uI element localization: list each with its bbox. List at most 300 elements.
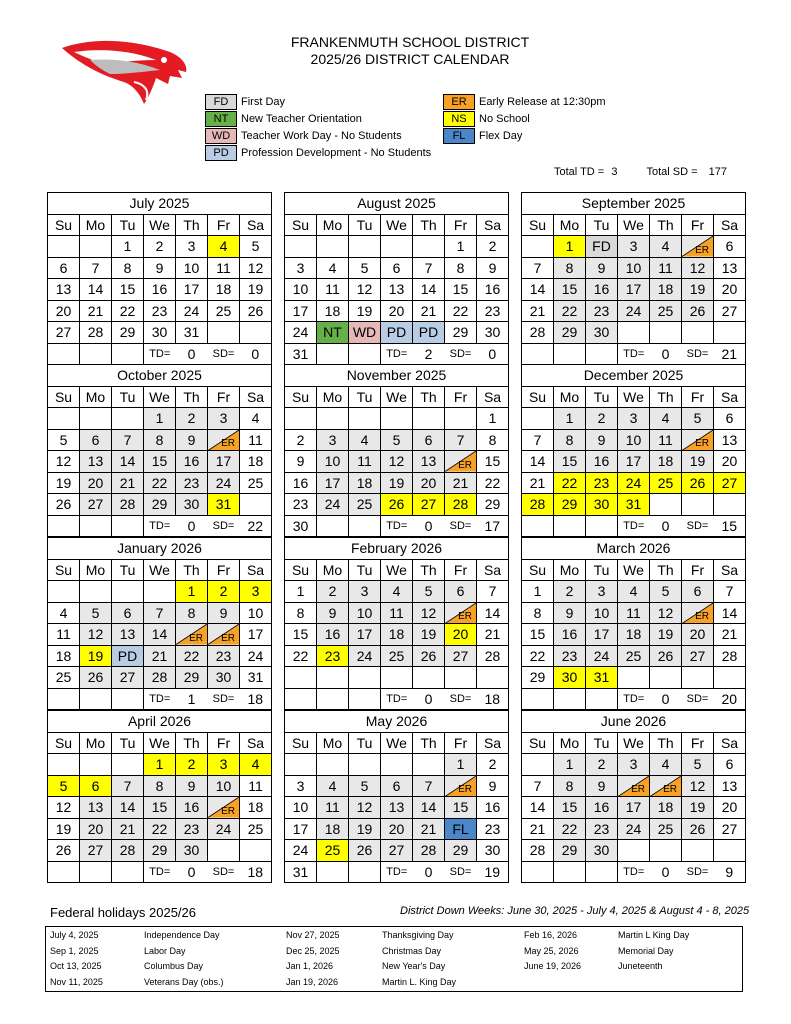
day-cell: 8 <box>445 257 477 279</box>
empty-day <box>112 861 144 883</box>
day-cell: 13 <box>112 624 144 646</box>
day-cell: 11 <box>208 257 240 279</box>
day-cell: 15 <box>144 797 176 819</box>
weekday-header: We <box>381 732 413 754</box>
day-cell: 12 <box>413 602 445 624</box>
month-january-2026 <box>47 537 272 710</box>
day-cell: 31 <box>618 494 650 516</box>
month-title: December 2025 <box>522 365 746 387</box>
day-cell: 6 <box>381 775 413 797</box>
day-cell: 24 <box>618 300 650 322</box>
weekday-header: Su <box>285 386 317 408</box>
weekday-header: Su <box>522 214 554 236</box>
day-cell: 26 <box>381 494 413 516</box>
early-release-marker <box>682 236 713 257</box>
weekday-header: Su <box>285 559 317 581</box>
day-cell: 11 <box>317 797 349 819</box>
empty-day <box>349 236 381 258</box>
day-cell: 9 <box>317 602 349 624</box>
weekday-header: Sa <box>477 559 509 581</box>
day-cell: 1 <box>112 236 144 258</box>
day-cell: 18 <box>317 818 349 840</box>
day-cell: 11 <box>618 602 650 624</box>
day-cell: 23 <box>176 472 208 494</box>
td-value: 1 <box>176 688 208 710</box>
day-cell: 19 <box>80 645 112 667</box>
day-cell: 29 <box>522 667 554 689</box>
legend-swatch-pd: PD <box>205 145 237 161</box>
early-release-label: ER <box>663 784 677 795</box>
holiday-name: New Year's Day <box>382 961 446 971</box>
day-cell: 21 <box>522 300 554 322</box>
page-title <box>240 34 580 68</box>
day-cell: 19 <box>381 472 413 494</box>
legend-swatch-fd: FD <box>205 94 237 110</box>
sd-value: 9 <box>714 861 746 883</box>
weekday-header: We <box>618 386 650 408</box>
weekday-header: Tu <box>112 732 144 754</box>
day-cell: 18 <box>381 624 413 646</box>
day-cell: 25 <box>618 645 650 667</box>
day-cell: 3 <box>285 257 317 279</box>
day-cell: 25 <box>650 472 682 494</box>
day-cell: 24 <box>285 322 317 344</box>
early-release-marker <box>650 776 681 797</box>
day-cell: 3 <box>586 581 618 603</box>
day-cell: 21 <box>477 624 509 646</box>
empty-day <box>48 861 80 883</box>
day-cell: WD <box>349 322 381 344</box>
day-cell <box>682 602 714 624</box>
weekday-header: Fr <box>208 732 240 754</box>
day-cell: 19 <box>48 472 80 494</box>
weekday-header: Mo <box>317 559 349 581</box>
day-cell: 14 <box>80 279 112 301</box>
day-cell: 2 <box>144 236 176 258</box>
day-cell: 11 <box>240 775 272 797</box>
weekday-header: We <box>381 559 413 581</box>
day-cell: 19 <box>413 624 445 646</box>
day-cell: 10 <box>618 257 650 279</box>
day-cell: 5 <box>349 775 381 797</box>
day-cell: 2 <box>317 581 349 603</box>
day-cell: 28 <box>112 840 144 862</box>
weekday-header: Tu <box>349 386 381 408</box>
day-cell: 3 <box>285 775 317 797</box>
day-cell: 1 <box>554 236 586 258</box>
sd-label: SD= <box>682 343 714 365</box>
day-cell: 22 <box>554 472 586 494</box>
day-cell: 7 <box>144 602 176 624</box>
td-value: 0 <box>176 861 208 883</box>
day-cell: 25 <box>650 818 682 840</box>
day-cell: 24 <box>317 494 349 516</box>
day-cell: 1 <box>176 581 208 603</box>
day-cell: 23 <box>285 494 317 516</box>
day-cell: 17 <box>618 279 650 301</box>
td-value: 0 <box>650 515 682 537</box>
day-cell: 12 <box>80 624 112 646</box>
empty-day <box>522 688 554 710</box>
day-cell: 6 <box>112 602 144 624</box>
empty-day <box>349 515 381 537</box>
sd-value: 18 <box>240 861 272 883</box>
day-cell: 26 <box>240 300 272 322</box>
total-td-label: Total TD = <box>554 166 605 178</box>
day-cell: 23 <box>554 645 586 667</box>
day-cell: 21 <box>80 300 112 322</box>
day-cell: 21 <box>413 300 445 322</box>
day-cell: 14 <box>522 279 554 301</box>
day-cell: 21 <box>445 472 477 494</box>
day-cell: 13 <box>413 451 445 473</box>
day-cell: 20 <box>714 279 746 301</box>
day-cell: 18 <box>618 624 650 646</box>
day-cell: 8 <box>554 429 586 451</box>
day-cell: 29 <box>554 322 586 344</box>
empty-day <box>48 408 80 430</box>
day-cell: 16 <box>285 472 317 494</box>
td-label: TD= <box>144 688 176 710</box>
day-cell: 29 <box>144 840 176 862</box>
day-cell: 6 <box>413 429 445 451</box>
early-release-marker <box>682 603 713 624</box>
day-cell: 9 <box>208 602 240 624</box>
early-release-label: ER <box>458 459 472 471</box>
day-cell <box>176 624 208 646</box>
weekday-header: We <box>618 559 650 581</box>
empty-day <box>317 236 349 258</box>
empty-day <box>381 236 413 258</box>
day-cell: 11 <box>650 429 682 451</box>
day-cell: 31 <box>208 494 240 516</box>
weekday-header: We <box>144 559 176 581</box>
day-cell: 4 <box>240 408 272 430</box>
federal-holidays-table <box>45 926 743 992</box>
empty-day <box>413 667 445 689</box>
day-cell: 7 <box>413 775 445 797</box>
empty-day <box>80 343 112 365</box>
empty-day <box>349 408 381 430</box>
weekday-header: Th <box>650 386 682 408</box>
day-cell: 29 <box>176 667 208 689</box>
empty-day <box>208 322 240 344</box>
day-cell: 2 <box>554 581 586 603</box>
weekday-header: Fr <box>445 386 477 408</box>
day-cell: 21 <box>714 624 746 646</box>
day-cell: 17 <box>285 818 317 840</box>
day-cell: 8 <box>176 602 208 624</box>
legend-item-nt <box>205 111 362 127</box>
empty-day <box>522 236 554 258</box>
sd-label: SD= <box>682 515 714 537</box>
weekday-header: Mo <box>80 386 112 408</box>
weekday-header: Tu <box>586 559 618 581</box>
empty-day <box>48 236 80 258</box>
day-cell: 21 <box>144 645 176 667</box>
day-cell: 11 <box>48 624 80 646</box>
weekday-header: Mo <box>80 732 112 754</box>
empty-day <box>618 322 650 344</box>
day-cell: 12 <box>650 602 682 624</box>
empty-day <box>413 408 445 430</box>
empty-day <box>285 754 317 776</box>
day-cell: 5 <box>413 581 445 603</box>
day-cell: 24 <box>208 818 240 840</box>
day-cell: 13 <box>80 451 112 473</box>
day-cell: 9 <box>554 602 586 624</box>
day-cell: 13 <box>714 429 746 451</box>
empty-day <box>682 494 714 516</box>
day-cell: 3 <box>618 236 650 258</box>
day-cell: 21 <box>522 818 554 840</box>
sd-value: 18 <box>240 688 272 710</box>
empty-day <box>112 408 144 430</box>
day-cell: 12 <box>48 451 80 473</box>
day-cell: 3 <box>618 408 650 430</box>
early-release-label: ER <box>631 784 645 795</box>
td-label: TD= <box>144 515 176 537</box>
empty-day <box>349 343 381 365</box>
day-cell: 27 <box>80 840 112 862</box>
empty-day <box>112 515 144 537</box>
td-value: 0 <box>413 688 445 710</box>
empty-day <box>240 322 272 344</box>
day-cell: 10 <box>176 257 208 279</box>
legend-label: Early Release at 12:30pm <box>479 96 606 108</box>
legend-item-wd <box>205 128 402 144</box>
month-title: March 2026 <box>522 538 746 560</box>
total-sd-value: 177 <box>708 166 727 178</box>
day-cell: 20 <box>80 818 112 840</box>
day-cell: 4 <box>317 775 349 797</box>
weekday-header: Fr <box>682 559 714 581</box>
day-cell: 26 <box>48 840 80 862</box>
day-cell: 21 <box>413 818 445 840</box>
day-cell: 1 <box>554 408 586 430</box>
day-cell: 4 <box>48 602 80 624</box>
td-label: TD= <box>144 343 176 365</box>
month-may-2026 <box>284 710 509 883</box>
day-cell: 7 <box>522 257 554 279</box>
day-cell: PD <box>413 322 445 344</box>
td-label: TD= <box>618 343 650 365</box>
month-april-2026 <box>47 710 272 883</box>
empty-day <box>381 754 413 776</box>
early-release-label: ER <box>695 611 709 622</box>
total-sd-label: Total SD = <box>646 166 698 178</box>
day-cell: 14 <box>144 624 176 646</box>
early-release-marker <box>208 624 239 645</box>
weekday-header: Su <box>285 732 317 754</box>
weekday-header: Tu <box>349 732 381 754</box>
early-release-marker <box>208 797 239 818</box>
day-cell: 30 <box>477 840 509 862</box>
day-cell: 3 <box>208 408 240 430</box>
day-cell: 13 <box>80 797 112 819</box>
day-cell: 15 <box>112 279 144 301</box>
day-cell: 30 <box>586 322 618 344</box>
day-cell: 4 <box>381 581 413 603</box>
day-cell: 30 <box>586 494 618 516</box>
td-value: 0 <box>413 861 445 883</box>
day-cell: 12 <box>349 279 381 301</box>
day-cell: 24 <box>349 645 381 667</box>
empty-day <box>650 494 682 516</box>
day-cell: 26 <box>682 818 714 840</box>
day-cell: 30 <box>477 322 509 344</box>
day-cell: 18 <box>650 797 682 819</box>
day-cell: 2 <box>208 581 240 603</box>
legend-swatch-er: ER <box>443 94 475 110</box>
day-cell: 28 <box>714 645 746 667</box>
empty-day <box>381 408 413 430</box>
day-cell: 19 <box>349 818 381 840</box>
day-cell: 28 <box>522 494 554 516</box>
day-cell: 24 <box>208 472 240 494</box>
weekday-header: Th <box>413 732 445 754</box>
empty-day <box>48 754 80 776</box>
weekday-header: Mo <box>317 732 349 754</box>
day-cell: 7 <box>714 581 746 603</box>
day-cell: 4 <box>650 236 682 258</box>
weekday-header: Tu <box>586 386 618 408</box>
month-july-2025 <box>47 192 272 365</box>
empty-day <box>554 688 586 710</box>
weekday-header: We <box>618 732 650 754</box>
empty-day <box>317 754 349 776</box>
day-cell: 23 <box>586 300 618 322</box>
day-cell: 18 <box>650 451 682 473</box>
day-cell: 24 <box>618 818 650 840</box>
td-value: 0 <box>176 343 208 365</box>
totals <box>554 166 727 178</box>
weekday-header: Sa <box>477 214 509 236</box>
td-label: TD= <box>381 515 413 537</box>
holiday-name: Veterans Day (obs.) <box>144 976 224 987</box>
month-title: August 2025 <box>285 193 509 215</box>
empty-day <box>285 688 317 710</box>
day-cell: 15 <box>445 797 477 819</box>
empty-day <box>112 688 144 710</box>
holiday-date: July 4, 2025 <box>50 930 99 940</box>
day-cell: 9 <box>477 257 509 279</box>
holiday-date: Feb 16, 2026 <box>524 930 578 940</box>
day-cell: 16 <box>586 451 618 473</box>
sd-value: 0 <box>477 343 509 365</box>
weekday-header: Su <box>285 214 317 236</box>
day-cell: 15 <box>285 624 317 646</box>
empty-day <box>285 408 317 430</box>
day-cell: 23 <box>477 300 509 322</box>
legend-swatch-fl: FL <box>443 128 475 144</box>
day-cell: 29 <box>112 322 144 344</box>
legend-label: New Teacher Orientation <box>241 113 362 125</box>
total-td-value: 3 <box>611 166 618 178</box>
holiday-name: Juneteenth <box>618 961 663 971</box>
empty-day <box>317 861 349 883</box>
day-cell: 6 <box>682 581 714 603</box>
day-cell: 20 <box>714 797 746 819</box>
day-cell: 27 <box>413 494 445 516</box>
legend-item-er <box>443 94 606 110</box>
day-cell: 25 <box>240 472 272 494</box>
day-cell: 23 <box>317 645 349 667</box>
empty-day <box>618 667 650 689</box>
day-cell: 25 <box>208 300 240 322</box>
day-cell: 17 <box>618 451 650 473</box>
weekday-header: Sa <box>714 732 746 754</box>
holiday-date: June 19, 2026 <box>524 961 582 971</box>
day-cell: 6 <box>48 257 80 279</box>
day-cell: 5 <box>48 429 80 451</box>
month-december-2025 <box>521 364 746 537</box>
weekday-header: Tu <box>586 214 618 236</box>
day-cell: 2 <box>176 408 208 430</box>
day-cell: 22 <box>554 818 586 840</box>
day-cell: NT <box>317 322 349 344</box>
weekday-header: Mo <box>554 559 586 581</box>
day-cell: 28 <box>80 322 112 344</box>
day-cell: 27 <box>714 300 746 322</box>
day-cell: 29 <box>477 494 509 516</box>
day-cell: 2 <box>176 754 208 776</box>
day-cell: 24 <box>240 645 272 667</box>
weekday-header: We <box>144 386 176 408</box>
day-cell: 31 <box>240 667 272 689</box>
day-cell: 17 <box>176 279 208 301</box>
holiday-date: Sep 1, 2025 <box>50 945 99 956</box>
empty-day <box>317 667 349 689</box>
district-name: FRANKENMUTH SCHOOL DISTRICT <box>290 34 530 50</box>
holiday-name: Columbus Day <box>144 961 204 971</box>
early-release-label: ER <box>458 611 472 622</box>
empty-day <box>650 322 682 344</box>
weekday-header: Sa <box>714 559 746 581</box>
day-cell: 8 <box>477 429 509 451</box>
sd-label: SD= <box>682 688 714 710</box>
day-cell: 16 <box>144 279 176 301</box>
holiday-date: Nov 27, 2025 <box>286 930 340 940</box>
weekday-header: Mo <box>80 559 112 581</box>
empty-day <box>48 515 80 537</box>
day-cell: 17 <box>240 624 272 646</box>
day-cell: 26 <box>413 645 445 667</box>
sd-label: SD= <box>445 861 477 883</box>
month-title: October 2025 <box>48 365 272 387</box>
day-cell: 10 <box>208 775 240 797</box>
day-cell: 7 <box>477 581 509 603</box>
empty-day <box>650 667 682 689</box>
holiday-name: Labor Day <box>144 945 186 956</box>
day-cell: 18 <box>240 451 272 473</box>
day-cell: 27 <box>714 818 746 840</box>
day-cell: 23 <box>176 818 208 840</box>
weekday-header: Sa <box>240 386 272 408</box>
month-february-2026 <box>284 537 509 710</box>
day-cell: 14 <box>522 451 554 473</box>
weekday-header: Th <box>176 214 208 236</box>
day-cell: 7 <box>413 257 445 279</box>
empty-day <box>714 667 746 689</box>
day-cell: 30 <box>208 667 240 689</box>
eagle-logo <box>60 38 190 104</box>
empty-day <box>285 236 317 258</box>
day-cell: 29 <box>445 322 477 344</box>
day-cell: 21 <box>112 472 144 494</box>
day-cell: 23 <box>208 645 240 667</box>
day-cell <box>208 429 240 451</box>
